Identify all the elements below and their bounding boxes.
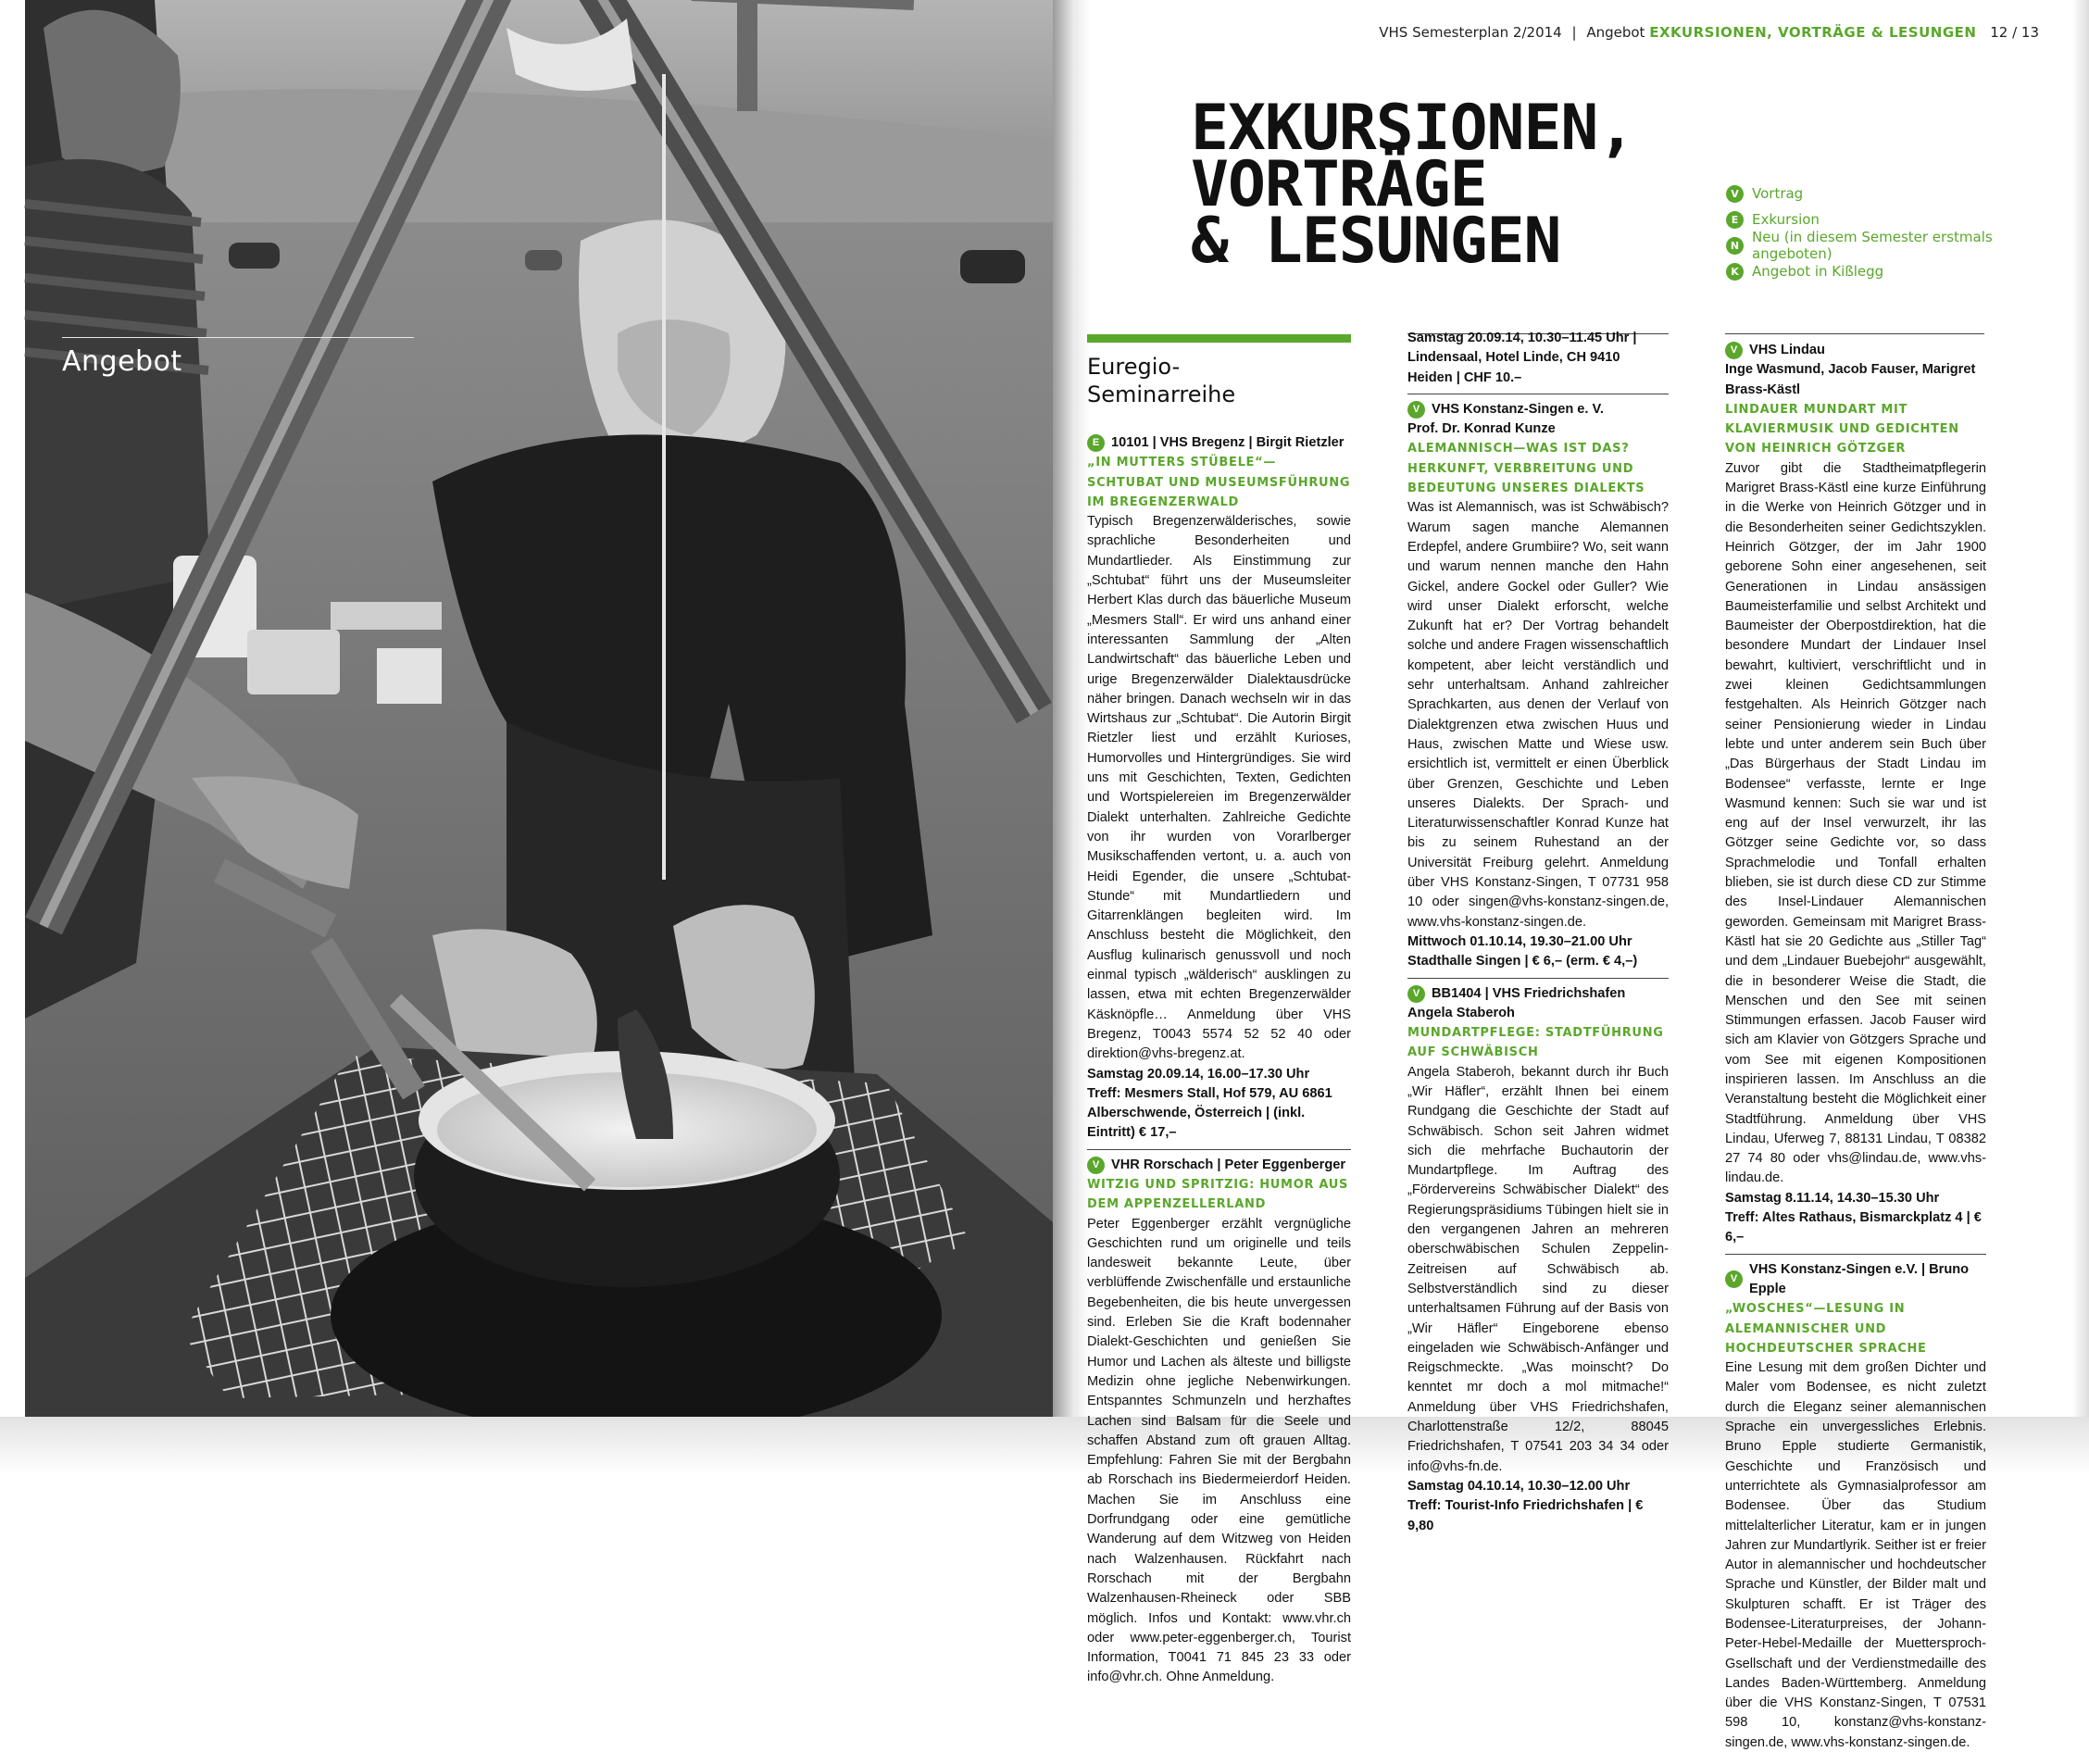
badge-k-icon: K [1726, 263, 1744, 281]
series-title-line-2: Seminarreihe [1087, 382, 1236, 407]
course-entry-continued [1407, 329, 1669, 394]
course-header [1087, 1156, 1351, 1175]
course-header [1407, 400, 1669, 419]
badge-v-icon: V [1407, 401, 1425, 419]
left-page-photo-page [25, 0, 1053, 1421]
badge-n-icon: N [1726, 237, 1744, 255]
course-provider: BB1404 | VHS Friedrichshafen [1432, 985, 1626, 1001]
course-date: Samstag 20.09.14, 10.30–11.45 Uhr | Lindensaal, Hotel Linde, CH 9410 Heiden | CHF 10.– [1407, 331, 1637, 385]
running-header: VHS Semesterplan 2/2014 | Angebot EXKURSIONEN, VORTRÄGE & LESUNGEN 12 / 13 [1379, 24, 2039, 41]
badge-v-icon: V [1725, 1270, 1743, 1288]
legend-label: Angebot in Kißlegg [1752, 263, 1884, 280]
course-speaker: Prof. Dr. Konrad Kunze [1407, 421, 1556, 437]
course-venue: Treff: Tourist-Info Friedrichshafen | € 9,80 [1407, 1498, 1644, 1533]
course-entry [1725, 341, 1986, 1255]
section-label: Angebot [62, 337, 414, 378]
course-title: WITZIG UND SPRITZIG: HUMOR AUS DEM APPENZELLERLAND [1087, 1177, 1349, 1212]
publication-name: VHS Semesterplan 2/2014 [1379, 24, 1562, 41]
title-line-2: VORTRÄGE [1191, 148, 1487, 221]
course-provider: VHS Lindau [1749, 343, 1825, 357]
course-venue: Treff: Altes Rathaus, Bismarckplatz 4 | € 6,– [1725, 1210, 1982, 1245]
course-provider: 10101 | VHS Bregenz | Birgit Rietzler [1111, 435, 1345, 450]
course-date: Mittwoch 01.10.14, 19.30–21.00 Uhr [1407, 933, 1632, 949]
badge-v-icon: V [1726, 185, 1744, 203]
course-provider: VHS Konstanz-Singen e. V. [1432, 401, 1604, 417]
course-speaker: Inge Wasmund, Jacob Fauser, Marigret Brass-Kästl [1725, 362, 1976, 397]
legend-item-neu [1726, 229, 2059, 262]
legend-label: Vortrag [1752, 185, 1804, 202]
badge-v-icon: V [1087, 1157, 1105, 1174]
column-1 [1087, 428, 1351, 1699]
course-title: „WOSCHES“—LESUNG IN ALEMANNISCHER UND HOCHDEUTSCHER SPRACHE [1725, 1302, 1927, 1356]
page-numbers: 12 / 13 [1990, 24, 2039, 41]
course-entry [1725, 1260, 1986, 1758]
course-entry [1407, 400, 1669, 979]
page-title [1191, 92, 1765, 278]
series-title [1087, 353, 1235, 408]
page-edge-shadow [2072, 0, 2089, 1421]
course-entry [1087, 1156, 1351, 1694]
course-header [1725, 1260, 1986, 1300]
running-chapter: EXKURSIONEN, VORTRÄGE & LESUNGEN [1649, 24, 1977, 41]
course-title: LINDAUER MUNDART MIT KLAVIERMUSIK UND GEDICHTEN VON HEINRICH GÖTZGER [1725, 402, 1959, 457]
course-speaker: Angela Staberoh [1407, 1005, 1515, 1020]
course-venue: Treff: Mesmers Stall, Hof 579, AU 6861 Alberschwende, Österreich | (inkl. Eintritt) € 17,– [1087, 1085, 1332, 1141]
course-header [1087, 433, 1351, 453]
column-2 [1407, 329, 1669, 1547]
title-line-3: & LESUNGEN [1191, 205, 1561, 278]
course-description: Angela Staberoh, bekannt durch ihr Buch „Wir Häfler“, erzählt Ihnen bei einem Rundgang die Geschichte der Stadt auf Schwäbisch. Schon seit Jahren widmet sich die mehrfache Buchautorin der Mundartpflege. Im Auftrag des „Fördervereins Schwäbischer Dialekt“ des Regierungspräsidiums Tübingen hielt sie in den vergangenen Jahren an mehreren oberschwäbischen Schulen Zeppelin-Zeitreisen auf Schwäbisch ab. Selbstverständlich sind zu dieser unterhaltsamen Führung auf der Basis von „Wir Häfler“ Eingeborene ebenso eingeladen wie Schwäbisch-Anfänger und Reigschmeckte. „Was moinscht? Do kenntet mr doch a mol mitmache!“ Anmeldung über VHS Friedrichshafen, Charlottenstraße 12/2, 88045 Friedrichshafen, T 07541 203 34 34 oder info@vhs-fn.de. [1407, 1064, 1669, 1474]
course-provider: VHS Konstanz-Singen e.V. | Bruno Epple [1749, 1261, 1970, 1296]
legend-item-kisslegg [1726, 258, 2059, 284]
badge-v-icon: V [1725, 342, 1743, 359]
course-title: ALEMANNISCH—WAS IST DAS? HERKUNFT, VERBREITUNG UND BEDEUTUNG UNSERES DIALEKTS [1407, 442, 1645, 496]
course-provider: VHR Rorschach | Peter Eggenberger [1111, 1157, 1346, 1172]
running-section: Angebot [1586, 24, 1645, 41]
course-description: Eine Lesung mit dem großen Dichter und Maler vom Bodensee, es nicht zuletzt durch die Eleganz seiner alemannischen Sprache ein unvergessliches Erlebnis. Bruno Epple studierte Germanistik, Geschichte und Französisch und unterrichtete als Gymnasialprofessor am Bodensee. Über das Studium mittelalterlicher Literatur, kam er in jungen Jahren zur Mundartlyrik. Seither ist er freier Autor in alemannischer und hochdeutscher Sprache und Künstler, der Bilder malt und Skulpturen schafft. Er ist Träger des Bodensee-Literaturpreises, der Johann-Peter-Hebel-Medaille der Muettersproch-Gsellschaft und der Verdienstmedaille des Landes Baden-Württemberg. Anmeldung über die VHS Konstanz-Singen, T 07531 598 10, konstanz@vhs-konstanz-singen.de, www.vhs-konstanz-singen.de. [1725, 1360, 1986, 1750]
course-title: „IN MUTTERS STÜBELE“—SCHTUBAT UND MUSEUMSFÜHRUNG IM BREGENZERWALD [1087, 456, 1351, 509]
course-header [1725, 341, 1986, 360]
course-venue: Stadthalle Singen | € 6,– (erm. € 4,–) [1407, 954, 1638, 970]
course-description: Was ist Alemannisch, was ist Schwäbisch? Warum sagen manche Alemannen Erdepfel, andere Grumbiire? Wo, seit wann und warum nennen manche den Hahn Gickel, andere Gockel oder Guller? Wie wird unser Dialekt erforscht, welche Zukunft hat er? Der Vortrag behandelt solche und andere Fragen wissenschaftlich kompetent, aber leicht verständlich und sehr unterhaltsam. Anhand zahlreicher Sprachkarten, aus denen der Verlauf von Dialektgrenzen etwa zwischen Huus und Haus, zwischen Matte und Wiese usw. ersichtlich ist, vermittelt er einen Überblick über Grenzen, Geschichte und Leben unseres Dialekts. Der Sprach- und Literaturwissenschaftler Konrad Kunze hat bis zu seinem Ruhestand an der Universität Freiburg gelehrt. Anmeldung über VHS Konstanz-Singen, T 07731 958 10 oder singen@vhs-konstanz-singen.de, www.vhs-konstanz-singen.de. [1407, 500, 1669, 930]
course-entry [1407, 984, 1669, 1542]
column-3 [1725, 335, 1986, 1764]
legend [1726, 181, 2059, 284]
course-entry [1087, 433, 1351, 1150]
course-description: Zuvor gibt die Stadtheimatpflegerin Marigret Brass-Kästl eine kurze Einführung in die Werke von Heinrich Götzger und in die Besonderheiten seiner Gedichtszyklen. Heinrich Götzger, der im Jahr 1900 geborene Sohn einer angesehenen, seit Generationen in Lindau ansässigen Baumeisterfamilie und selbst Architekt und Baumeister der Oberpostdirektion, hat die besondere Mundart der Lindauer Insel bewahrt, kultiviert, verschriftlicht und in zwei kleinen Gedichtsammlungen festgehalten. Als Heinrich Götzger nach seiner Pensionierung wieder in Lindau lebte und unter anderem sein Buch über „Das Bürgerhaus der Stadt Lindau im Bodensee“ verfasste, lernte er Inge Wasmund kennen: Such sie war und ist eng auf der Insel verwurzelt, ihr las Götzger seine Gedichte vor, so dass Sprachmelodie und Tonfall erhalten blieben, sie ist durch diese CD zur Stimme des Insel-Lindauer Alemannischen geworden. Gemeinsam mit Marigret Brass-Kästl hat sie 20 Gedichte aus „Stiller Tag“ und dem „Lindauer Buebejohr“ ausgewählt, die in besonderer Weise die Stadt, die Menschen und den See mit seinen Stimmungen erfassen. Jacob Fauser wird sich am Klavier von Götzgers Sprache und vom See mit eigenen Kompositionen inspirieren lassen. Im Anschluss an die Veranstaltung besteht die Möglichkeit einer Stadtführung. Anmeldung über VHS Lindau, Uferweg 7, 88131 Lindau, T 08382 27 74 80 oder vhs@lindau.de, www.vhs-lindau.de. [1725, 460, 1986, 1186]
course-date: Samstag 8.11.14, 14.30–15.30 Uhr [1725, 1190, 1940, 1206]
photo-cooking-over-fire [25, 0, 1053, 1421]
course-description: Typisch Bregenzerwälderisches, sowie sprachliche Besonderheiten und Mundartlieder. Als Einstimmung zur „Schtubat“ führt uns der Museumsleiter Herbert Klas durch das bäuerliche Museum „Mesmers Stall“. Er wird uns anhand einer interessanten Sammlung der „Alten Landwirtschaft“ das bäuerliche Leben und urige Bregenzerwälder Dialektausdrücke näher bringen. Danach wechseln wir in das Wirtshaus zur „Schtubat“. Die Autorin Birgit Rietzler liest und erzählt Kurioses, Humorvolles und Hintergründiges. Sie wird uns mit Geschichten, Texten, Gedichten und Wortspielereien im Bregenzerwälder Dialekt unterhalten. Zahlreiche Gedichte von ihr wurden von Vorarlberger Musikschaffenden vertont, u. a. auch von Heidi Egender, die unsere „Schtubat-Stunde“ mit Mundartliedern und Gitarrenklängen begleiten wird. Im Anschluss besteht die Möglichkeit, den Ausflug kulinarisch genussvoll und noch einmal typisch „wälderisch“ ausklingen zu lassen, etwa mit echten Bregenzerwälder Käsknöpfle… Anmeldung über VHS Bregenz, T0043 5574 52 52 40 oder direktion@vhs-bregenz.at. [1087, 514, 1351, 1062]
legend-item-vortrag [1726, 181, 2059, 206]
series-title-line-1: Euregio- [1087, 354, 1181, 380]
badge-v-icon: V [1407, 985, 1425, 1003]
course-header [1407, 984, 1669, 1004]
course-description: Peter Eggenberger erzählt vergnügliche Geschichten rund um originelle und teils landesweit bekannte Leute, über verblüffende Zwischenfälle und erstaunliche Begebenheiten, die bis heute unvergessen sind. Erleben Sie die Kraft bodennaher Dialekt-Geschichten und genießen Sie Humor und Lachen als älteste und billigste Medizin ohne jegliche Nebenwirkungen. Entspanntes Schmunzeln und herzhaftes Lachen sind Balsam für die Seele und schaffen Abstand zum oft grauen Alltag. Empfehlung: Fahren Sie mit der Bergbahn ab Rorschach ins Biedermeierdorf Heiden. Machen Sie im Anschluss eine Dorfrundgang oder eine gemütliche Wanderung auf dem Witzweg von Heiden nach Walzenhausen. Rückfahrt nach Rorschach mit der Bergbahn Walzenhausen-Rheineck oder SBB möglich. Infos und Kontakt: www.vhr.ch oder www.peter-eggenberger.ch, Tourist Information, T0041 71 845 23 33 oder info@vhr.ch. Ohne Anmeldung. [1087, 1216, 1351, 1685]
course-title: MUNDARTPFLEGE: STADTFÜHRUNG AUF SCHWÄBISCH [1407, 1026, 1664, 1060]
badge-e-icon: E [1726, 211, 1744, 229]
course-date: Samstag 04.10.14, 10.30–12.00 Uhr [1407, 1478, 1631, 1494]
course-date: Samstag 20.09.14, 16.00–17.30 Uhr [1087, 1066, 1310, 1082]
badge-e-icon: E [1087, 434, 1105, 452]
legend-label: Neu (in diesem Semester erstmals angeboten) [1752, 229, 1993, 262]
column-rule [1725, 333, 1984, 334]
legend-label: Exkursion [1752, 211, 1820, 228]
title-line-1: EXKURSIONEN, [1191, 92, 1635, 165]
accent-bar [1087, 334, 1351, 343]
spine-gutter [1053, 0, 1090, 1421]
